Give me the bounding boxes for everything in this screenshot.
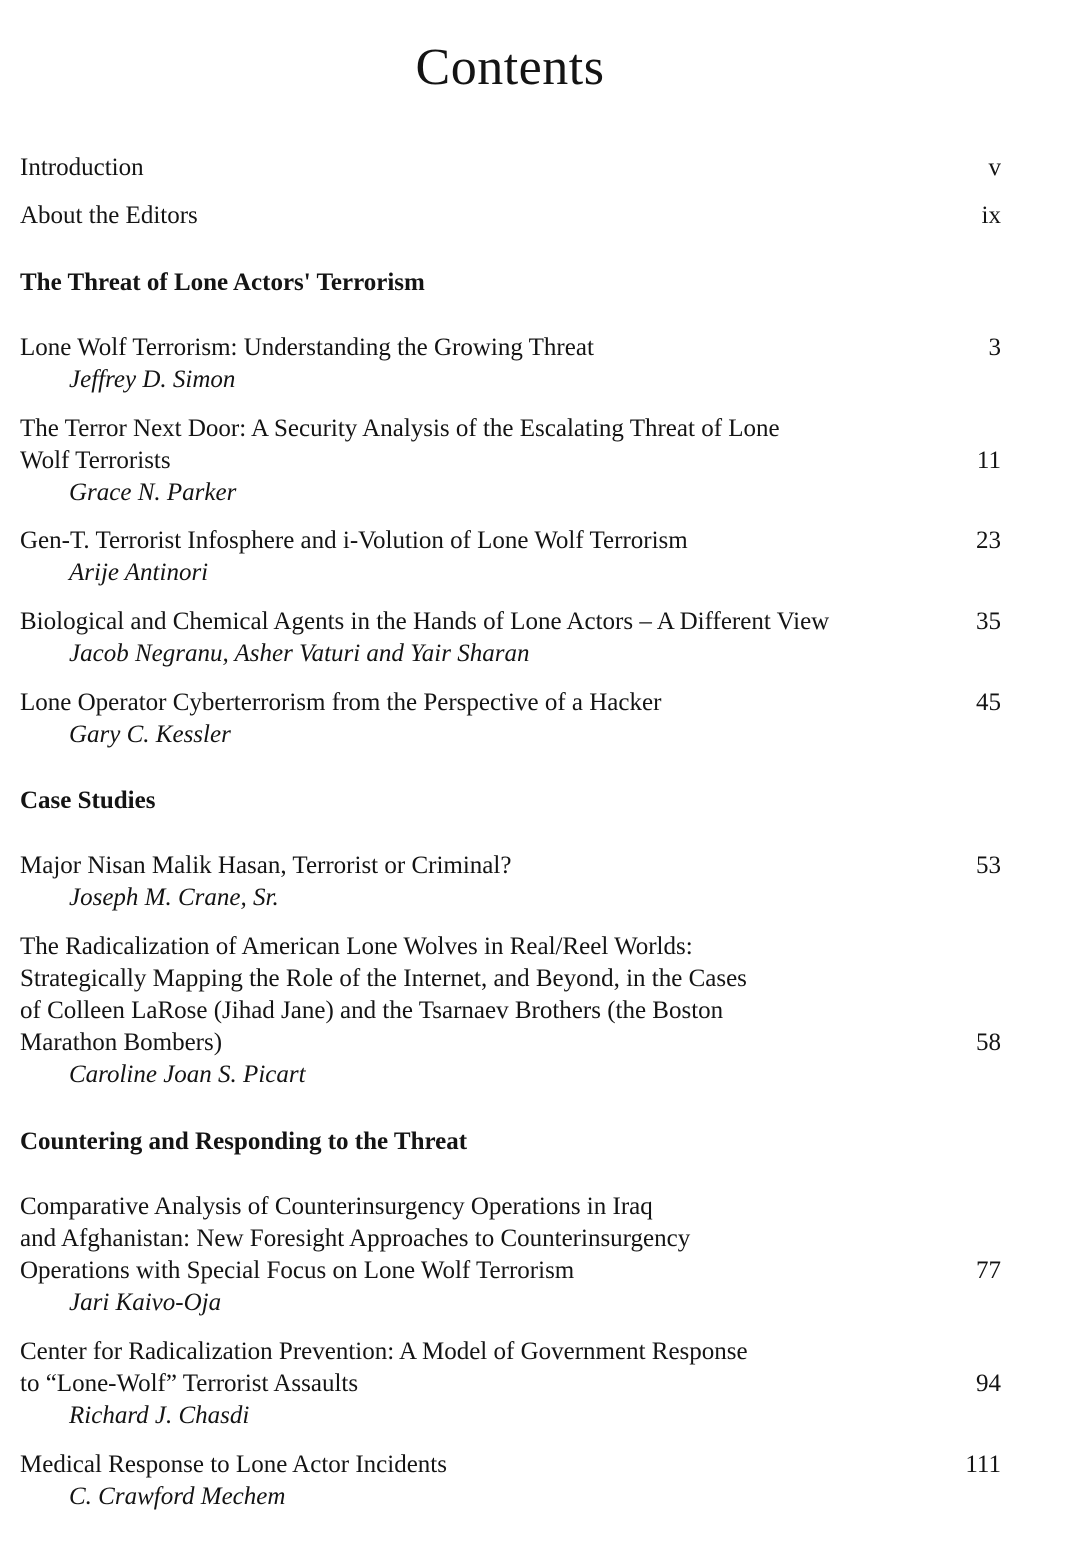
toc-entry-title: to “Lone-Wolf” Terrorist Assaults xyxy=(20,1370,359,1397)
author-name: Richard J. Chasdi xyxy=(69,1402,250,1429)
author-name: Gary C. Kessler xyxy=(69,721,231,748)
toc-entry-title: About the Editors xyxy=(20,202,198,229)
toc-entry-title: Strategically Mapping the Role of the Internet, and Beyond, in the Cases xyxy=(20,965,747,992)
toc-entry-title: Comparative Analysis of Counterinsurgency Operations in Iraq xyxy=(20,1193,653,1220)
section-heading: Case Studies xyxy=(20,787,156,814)
toc-entry-title: Major Nisan Malik Hasan, Terrorist or Criminal? xyxy=(20,852,512,879)
author-name: Joseph M. Crane, Sr. xyxy=(69,884,279,911)
page-number: 35 xyxy=(976,608,1001,635)
author-name: Jacob Negranu, Asher Vaturi and Yair Sharan xyxy=(69,640,530,667)
page-number: 53 xyxy=(976,852,1001,879)
section-heading: Countering and Responding to the Threat xyxy=(20,1128,468,1155)
toc-entry-title: Wolf Terrorists xyxy=(20,447,171,474)
page-number: 58 xyxy=(976,1029,1001,1056)
page-number: 23 xyxy=(976,527,1001,554)
toc-entry-title: Introduction xyxy=(20,154,144,181)
section-heading: The Threat of Lone Actors' Terrorism xyxy=(20,269,425,296)
page-number: 3 xyxy=(988,334,1001,361)
toc-entry-title: Operations with Special Focus on Lone Wolf Terrorism xyxy=(20,1257,575,1284)
author-name: Grace N. Parker xyxy=(69,479,237,506)
page-title: Contents xyxy=(415,39,605,96)
page-number: 77 xyxy=(976,1257,1001,1284)
author-name: Caroline Joan S. Picart xyxy=(69,1061,306,1088)
toc-entry-title: Marathon Bombers) xyxy=(20,1029,223,1056)
toc-entry-title: and Afghanistan: New Foresight Approaches to Counterinsurgency xyxy=(20,1225,691,1252)
toc-entry-title: Medical Response to Lone Actor Incidents xyxy=(20,1451,447,1478)
page-number: 111 xyxy=(965,1451,1001,1478)
author-name: Arije Antinori xyxy=(69,559,209,586)
toc-entry-title: Lone Wolf Terrorism: Understanding the Growing Threat xyxy=(20,334,594,361)
toc-entry-title: Biological and Chemical Agents in the Hands of Lone Actors – A Different View xyxy=(20,608,830,635)
page-number: 11 xyxy=(976,447,1001,474)
toc-entry-title: Gen-T. Terrorist Infosphere and i-Volution of Lone Wolf Terrorism xyxy=(20,527,688,554)
author-name: Jeffrey D. Simon xyxy=(69,366,236,393)
toc-entry-title: of Colleen LaRose (Jihad Jane) and the Tsarnaev Brothers (the Boston xyxy=(20,997,724,1024)
page-number: 45 xyxy=(976,689,1001,716)
author-name: Jari Kaivo-Oja xyxy=(69,1289,222,1316)
toc-entry-title: Center for Radicalization Prevention: A Model of Government Response xyxy=(20,1338,748,1365)
page-number: 94 xyxy=(976,1370,1001,1397)
page-number: v xyxy=(988,154,1001,181)
toc-entry-title: Lone Operator Cyberterrorism from the Perspective of a Hacker xyxy=(20,689,662,716)
author-name: C. Crawford Mechem xyxy=(69,1483,286,1510)
toc-entry-title: The Radicalization of American Lone Wolves in Real/Reel Worlds: xyxy=(20,933,693,960)
page-number: ix xyxy=(981,202,1001,229)
toc-entry-title: The Terror Next Door: A Security Analysis of the Escalating Threat of Lone xyxy=(20,415,780,442)
